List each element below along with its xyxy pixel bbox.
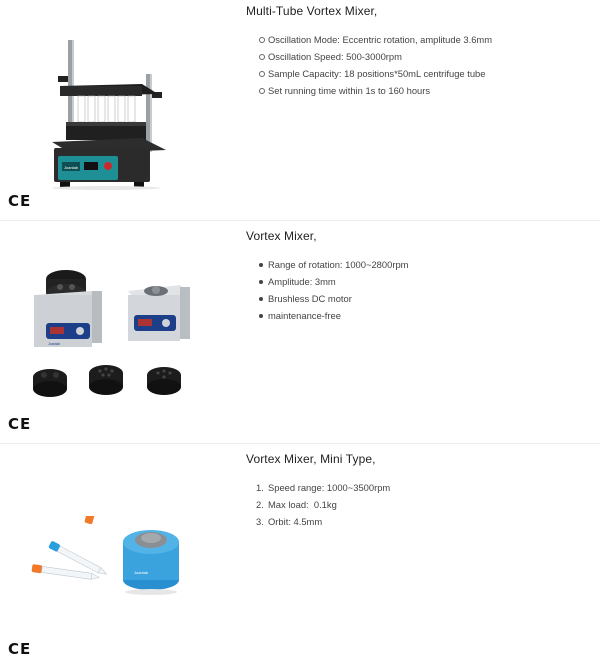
feature-text: Speed range: 1000~3500rpm — [268, 482, 391, 493]
vortex-mixer-image[interactable] — [30, 265, 196, 403]
feature-item: Oscillation Mode: Eccentric rotation, amplitude 3.6mm — [268, 31, 492, 48]
feature-item — [256, 513, 390, 530]
list-number: 1. — [256, 482, 264, 493]
ce-certification-mark: CE — [8, 415, 32, 433]
feature-list — [268, 256, 408, 324]
feature-item: Set running time within 1s to 160 hours — [268, 82, 492, 99]
feature-item: Brushless DC motor — [268, 290, 408, 307]
svg-text:Joanlab: Joanlab — [48, 342, 61, 346]
product-vortex-mixer — [0, 221, 600, 443]
list-number: 3. — [256, 516, 264, 527]
product-title: Vortex Mixer, — [246, 229, 317, 243]
feature-list — [268, 31, 492, 99]
feature-item: maintenance-free — [268, 307, 408, 324]
feature-text: Max load: 0.1kg — [268, 499, 337, 510]
ce-certification-mark: CE — [8, 640, 32, 658]
product-multi-tube-vortex-mixer — [0, 0, 600, 220]
feature-item: Oscillation Speed: 500-3000rpm — [268, 48, 492, 65]
svg-text:Joanlab: Joanlab — [64, 165, 79, 170]
vortex-mixer-mini-image[interactable] — [30, 516, 180, 598]
feature-item — [256, 496, 390, 513]
svg-text:Joanlab: Joanlab — [134, 570, 149, 575]
feature-text: Orbit: 4.5mm — [268, 516, 323, 527]
feature-item: Range of rotation: 1000~2800rpm — [268, 256, 408, 273]
ce-certification-mark: CE — [8, 192, 32, 210]
feature-item — [256, 479, 391, 496]
product-vortex-mixer-mini — [0, 444, 600, 663]
feature-item: Sample Capacity: 18 positions*50mL centrifuge tube — [268, 65, 492, 82]
product-title: Multi-Tube Vortex Mixer, — [246, 4, 378, 18]
multi-tube-vortex-mixer-image[interactable] — [46, 38, 174, 190]
list-number: 2. — [256, 499, 264, 510]
product-title: Vortex Mixer, Mini Type, — [246, 452, 376, 466]
feature-item: Amplitude: 3mm — [268, 273, 408, 290]
feature-list — [256, 479, 391, 530]
